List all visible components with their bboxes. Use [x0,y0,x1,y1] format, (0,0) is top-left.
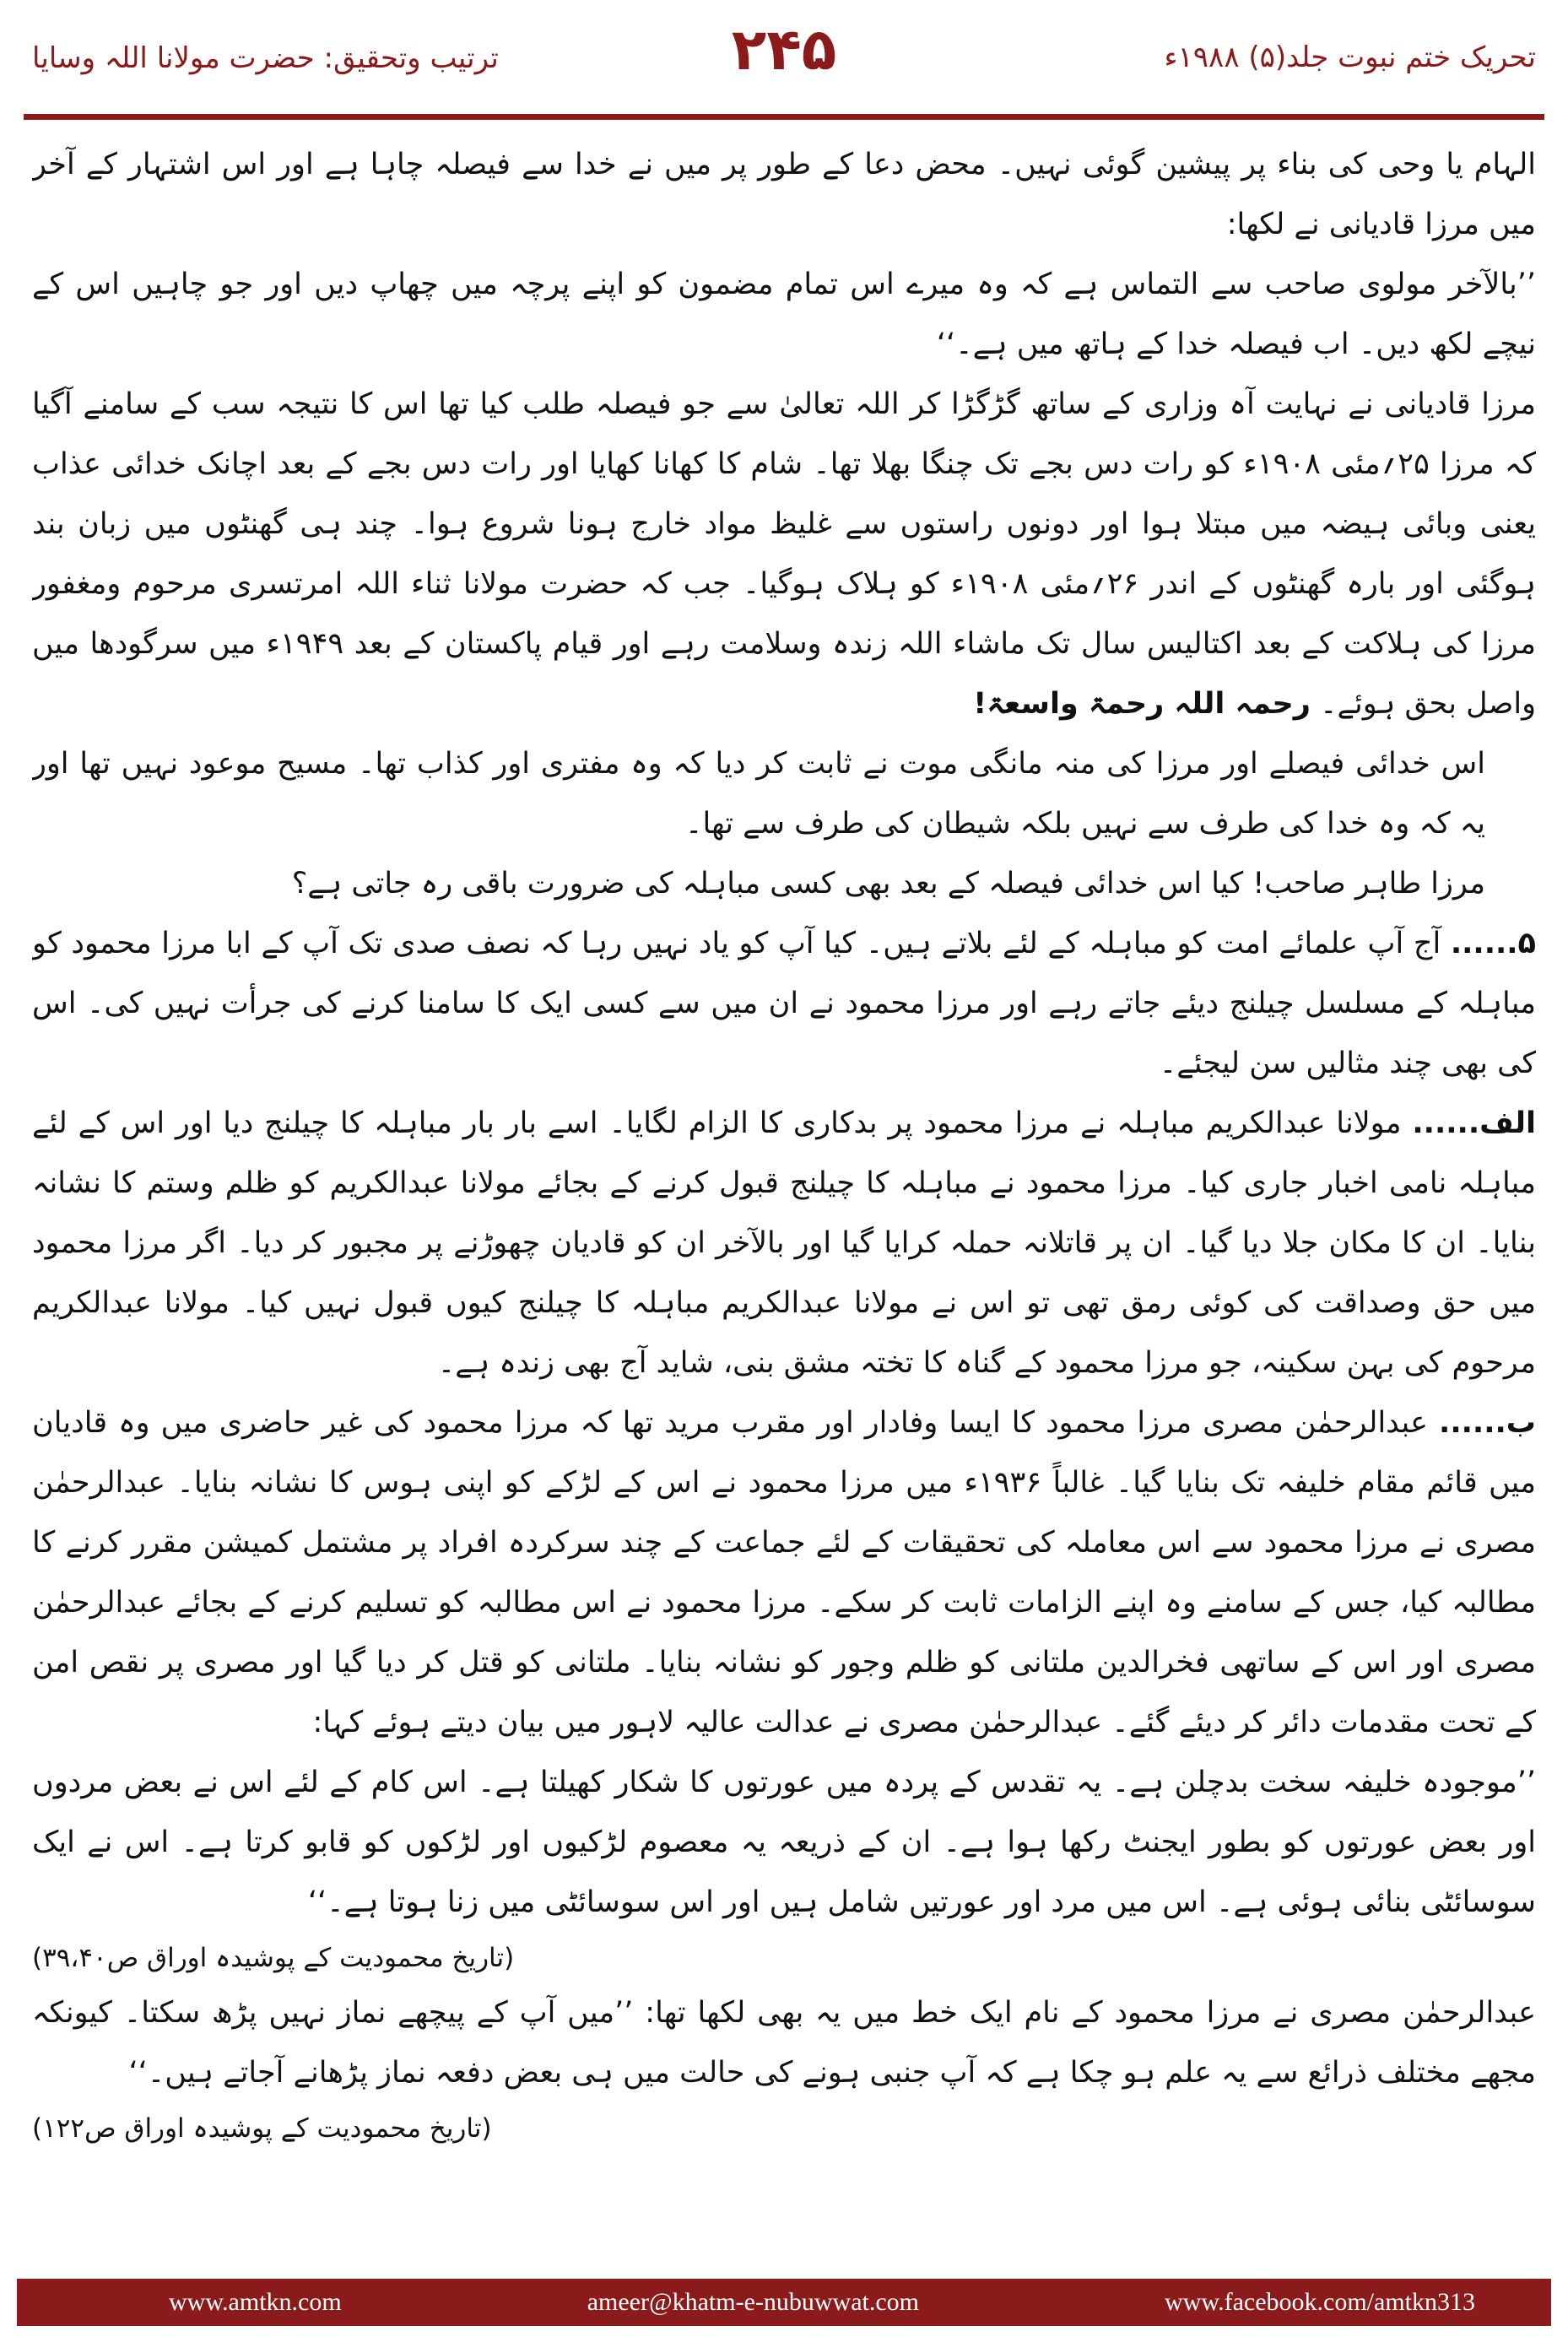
facebook-link[interactable]: www.facebook.com/amtkn313 [1165,2288,1475,2316]
compiler-credit: ترتیب وتحقیق: حضرت مولانا اللہ وسایا [32,41,499,75]
blessing-text: رحمہ اللہ رحمۃ واسعۃ! [973,687,1311,721]
page-number: ۲۴۵ [731,17,837,84]
list-item [32,914,1536,1094]
list-item-text: عبدالرحمٰن مصری مرزا محمود کا ایسا وفادار اور مقرب مرید تھا کہ مرزا محمود کی غیر حاضری میں وہ قادیان میں قائم مقام خلیفہ تک بنایا گیا۔ غالباً ۱۹۳۶ء میں مرزا محمود نے اس کے لڑکے کو اپنی ہوس کا نشانہ بنایا۔ عبدالرحمٰن مصری نے مرزا محمود سے اس معاملہ کی تحقیقات کے لئے جماعت کے چند سرکردہ افراد پر مشتمل کمیشن مقرر کرنے کا مطالبہ کیا، جس کے سامنے وہ اپنے الزامات ثابت کر سکے۔ مرزا محمود نے اس مطالبہ کو تسلیم کرنے کے بجائے عبدالرحمٰن مصری اور اس کے ساتھی فخرالدین ملتانی کو ظلم وجور کو نشانہ بنایا۔ ملتانی کو قتل کر دیا گیا اور مصری پر نقص امن کے تحت مقدمات دائر کر دیئے گئے۔ عبدالرحمٰن مصری نے عدالت عالیہ لاہور میں بیان دیتے ہوئے کہا: [32,1406,1536,1739]
list-item-text: آج آپ علمائے امت کو مباہلہ کے لئے بلاتے ہیں۔ کیا آپ کو یاد نہیں رہا کہ نصف صدی تک آپ کے ابا مرزا محمود کو مباہلہ کے مسلسل چیلنج دیئے جاتے رہے اور مرزا محمود نے ان میں سے کسی ایک کا سامنا کرنے کی جرأت نہیں کی۔ اس کی بھی چند مثالیں سن لیجئے۔ [32,927,1536,1080]
paragraph-text: مرزا قادیانی نے نہایت آہ وزاری کے ساتھ گڑگڑا کر اللہ تعالیٰ سے جو فیصلہ طلب کیا تھا اس کا نتیجہ سب کے سامنے آگیا کہ مرزا ۲۵؍مئی ۱۹۰۸ء کو رات دس بجے تک چنگا بھلا تھا۔ شام کا کھانا کھایا اور رات دس بجے کے بعد اچانک خدائی عذاب یعنی وبائی ہیضہ میں مبتلا ہوا اور دونوں راستوں سے غلیظ مواد خارج ہونا شروع ہوا۔ چند ہی گھنٹوں میں زبان بند ہوگئی اور بارہ گھنٹوں کے اندر ۲۶؍مئی ۱۹۰۸ء کو ہلاک ہوگیا۔ جب کہ حضرت مولانا ثناء اللہ امرتسری مرحوم ومغفور مرزا کی ہلاکت کے بعد اکتالیس سال تک ماشاء اللہ زندہ وسلامت رہے اور قیام پاکستان کے بعد ۱۹۴۹ء میں سرگودھا میں واصل بحق ہوئے۔ [32,387,1536,721]
website-link[interactable]: www.amtkn.com [169,2288,342,2316]
source-citation: (تاریخ محمودیت کے پوشیدہ اوراق ص۱۲۲) [32,2113,492,2144]
paragraph: اس خدائی فیصلے اور مرزا کی منہ مانگی موت نے ثابت کر دیا کہ وہ مفتری اور کذاب تھا۔ مسیح موعود نہیں تھا اور یہ کہ وہ خدا کی طرف سے نہیں بلکہ شیطان کی طرف سے تھا۔ [32,747,1485,841]
item-marker: الف...... [1412,1106,1536,1140]
email-link[interactable]: ameer@khatm-e-nubuwwat.com [587,2288,920,2316]
list-item-text: مولانا عبدالکریم مباہلہ نے مرزا محمود پر بدکاری کا الزام لگایا۔ اسے بار بار مباہلہ کا چیلنج دیا اور اس کے لئے مباہلہ نامی اخبار جاری کیا۔ مرزا محمود نے مباہلہ کا چیلنج قبول کرنے کے بجائے مولانا عبدالکریم کو ظلم وستم کا نشانہ بنایا۔ ان کا مکان جلا دیا گیا۔ ان پر قاتلانہ حملہ کرایا گیا اور بالآخر ان کو قادیان چھوڑنے پر مجبور کر دیا۔ اگر مرزا محمود میں حق وصداقت کی کوئی رمق تھی تو اس نے مولانا عبدالکریم مباہلہ کا چیلنج کیوں قبول نہیں کیا۔ مولانا عبدالکریم مرحوم کی بہن سکینہ، جو مرزا محمود کے گناہ کا تختہ مشق بنی، شاید آج بھی زندہ ہے۔ [32,1106,1536,1380]
paragraph [32,375,1536,734]
book-title: تحریک ختم نبوت جلد(۵) ۱۹۸۸ء [1164,41,1536,74]
list-item [32,1393,1536,1753]
page-body [32,135,1536,2161]
item-marker: ب...... [1439,1406,1536,1440]
paragraph: مرزا طاہر صاحب! کیا اس خدائی فیصلہ کے بعد بھی کسی مباہلہ کی ضرورت باقی رہ جاتی ہے؟ [291,867,1485,901]
list-item [32,1094,1536,1393]
source-citation: (تاریخ محمودیت کے پوشیدہ اوراق ص۳۹،۴۰) [32,1943,515,1973]
page-footer [17,2279,1551,2326]
paragraph: الہام یا وحی کی بناء پر پیشین گوئی نہیں۔ محض دعا کے طور پر میں نے خدا سے فیصلہ چاہا ہے اور اس اشتہار کے آخر میں مرزا قادیانی نے لکھا: [32,148,1536,241]
header-divider [24,114,1544,120]
quote-paragraph: ’’موجودہ خلیفہ سخت بدچلن ہے۔ یہ تقدس کے پردہ میں عورتوں کا شکار کھیلتا ہے۔ اس کام کے لئے اس نے بعض مردوں اور بعض عورتوں کو بطور ایجنٹ رکھا ہوا ہے۔ ان کے ذریعہ یہ معصوم لڑکیوں اور لڑکوں کو قابو کرتا ہے۔ اس نے ایک سوسائٹی بنائی ہوئی ہے۔ اس میں مرد اور عورتیں شامل ہیں اور اس سوسائٹی میں زنا ہوتا ہے۔‘‘ [32,1766,1536,1919]
item-marker: ۵...... [1450,927,1536,960]
paragraph: عبدالرحمٰن مصری نے مرزا محمود کے نام ایک خط میں یہ بھی لکھا تھا: ’’میں آپ کے پیچھے نماز نہیں پڑھ سکتا۔ کیونکہ مجھے مختلف ذرائع سے یہ علم ہو چکا ہے کہ آپ جنبی ہونے کی حالت میں ہی بعض دفعہ نماز پڑھانے آجاتے ہیں۔‘‘ [32,1996,1536,2090]
quote-paragraph: ’’بالآخر مولوی صاحب سے التماس ہے کہ وہ میرے اس تمام مضمون کو اپنے پرچہ میں چھاپ دیں اور جو چاہیں اس کے نیچے لکھ دیں۔ اب فیصلہ خدا کے ہاتھ میں ہے۔‘‘ [32,268,1536,361]
page-header [0,0,1568,127]
